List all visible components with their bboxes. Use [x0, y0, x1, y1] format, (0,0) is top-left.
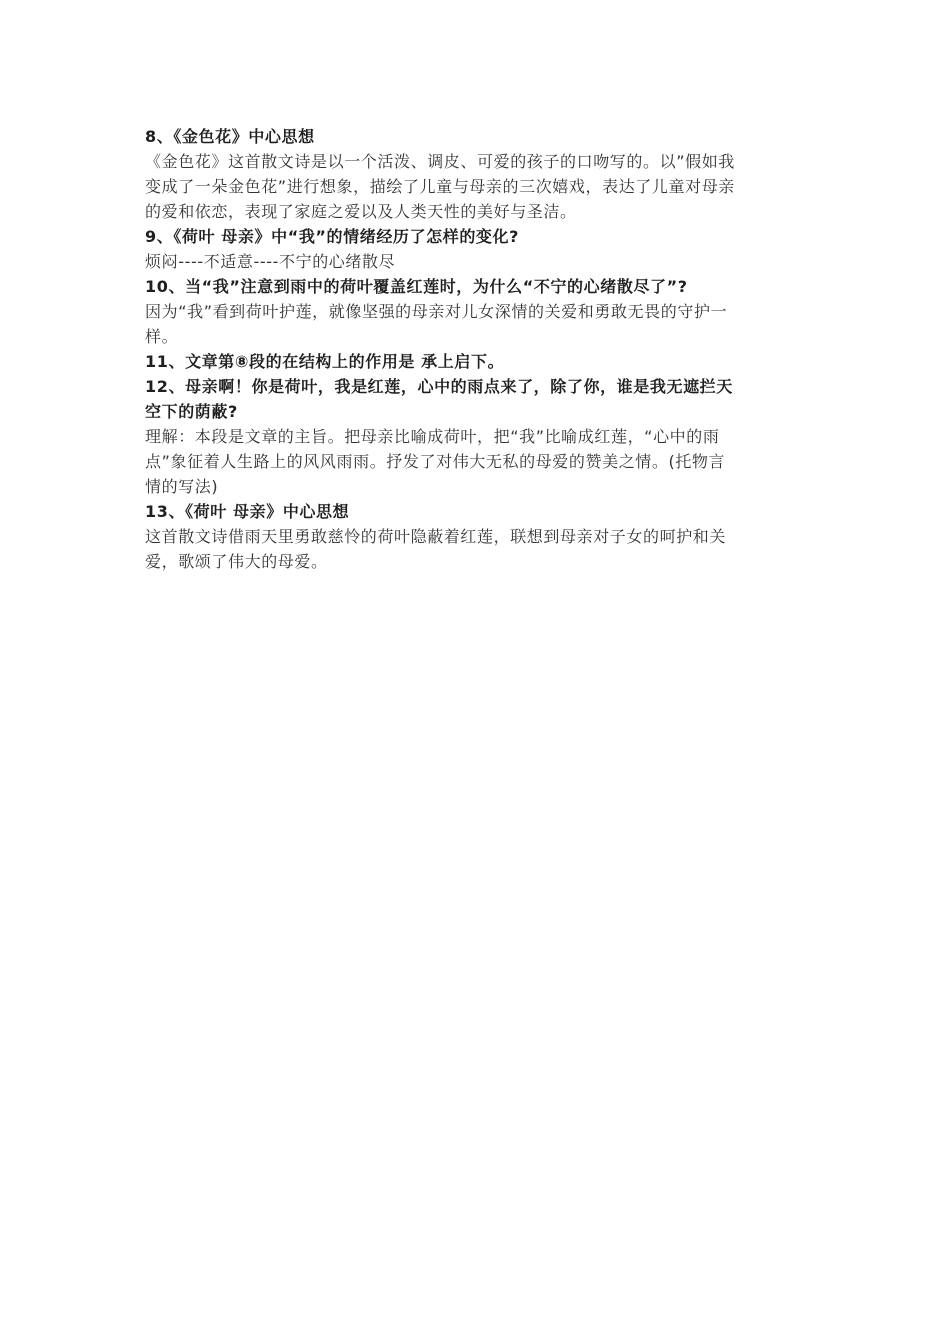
section-heading: 12、母亲啊！你是荷叶，我是红莲，心中的雨点来了，除了你，谁是我无遮拦天: [145, 377, 733, 396]
section-heading: 11、文章第⑧段的在结构上的作用是 承上启下。: [145, 352, 505, 371]
section-9: [145, 224, 811, 274]
section-body-line: 样。: [145, 327, 179, 346]
section-body-line: 的爱和依恋，表现了家庭之爱以及人类天性的美好与圣洁。: [145, 202, 577, 221]
section-8: [145, 124, 811, 224]
section-body-line: 烦闷----不适意----不宁的心绪散尽: [145, 252, 396, 271]
section-heading: 空下的荫蔽?: [145, 402, 238, 421]
document-page: [145, 124, 811, 574]
section-12: [145, 374, 811, 499]
section-body-line: 《金色花》这首散文诗是以一个活泼、调皮、可爱的孩子的口吻写的。以”假如我: [145, 152, 735, 171]
section-heading: 9、《荷叶 母亲》中“我”的情绪经历了怎样的变化?: [145, 227, 520, 246]
section-body-line: 理解：本段是文章的主旨。把母亲比喻成荷叶，把“我”比喻成红莲，“心中的雨: [145, 427, 720, 446]
section-11: [145, 349, 811, 374]
section-heading: 10、当“我”注意到雨中的荷叶覆盖红莲时，为什么“不宁的心绪散尽了”?: [145, 277, 688, 296]
section-heading: 8、《金色花》中心思想: [145, 127, 315, 146]
section-body-line: 这首散文诗借雨天里勇敢慈怜的荷叶隐蔽着红莲，联想到母亲对子女的呵护和关: [145, 527, 727, 546]
section-body-line: 因为“我”看到荷叶护莲，就像坚强的母亲对儿女深情的关爱和勇敢无畏的守护一: [145, 302, 728, 321]
section-heading: 13、《荷叶 母亲》中心思想: [145, 502, 350, 521]
section-13: [145, 499, 811, 574]
section-body-line: 情的写法): [145, 477, 219, 496]
section-10: [145, 274, 811, 349]
section-body-line: 点”象征着人生路上的风风雨雨。抒发了对伟大无私的母爱的赞美之情。(托物言: [145, 452, 726, 471]
section-body-line: 变成了一朵金色花”进行想象，描绘了儿童与母亲的三次嬉戏，表达了儿童对母亲: [145, 177, 735, 196]
section-body-line: 爱，歌颂了伟大的母爱。: [145, 552, 328, 571]
